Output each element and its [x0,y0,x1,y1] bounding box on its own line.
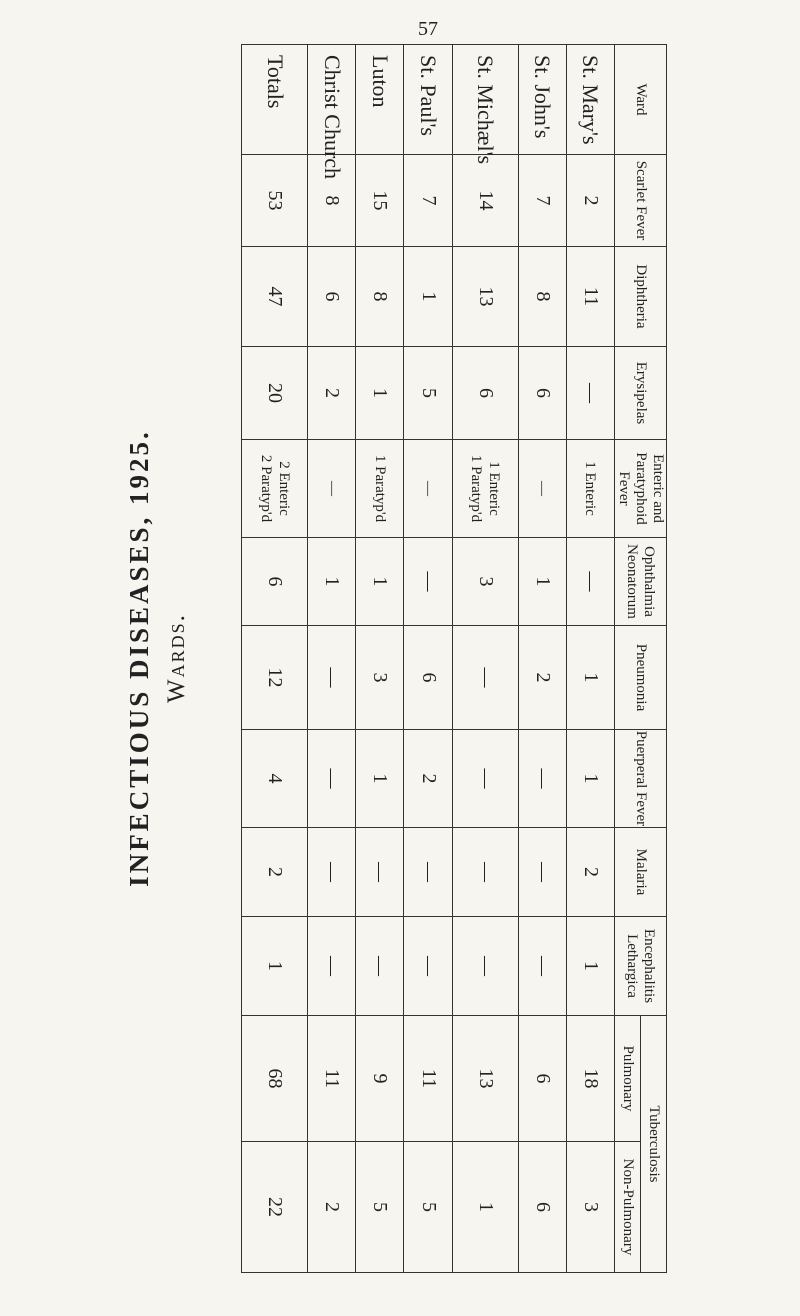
ophthalmia-cell: 6 [242,538,308,626]
malaria-cell: — [356,828,404,917]
scarlet-cell: 15 [356,155,404,247]
pneumonia-cell: — [452,626,518,730]
page-subtitle: Wards. [163,613,190,703]
scarlet-cell: 53 [242,155,308,247]
ward-name-cell: St. Michæl's [452,45,518,155]
tb-pulmonary-cell: 6 [518,1016,566,1142]
enteric-cell [356,440,404,538]
enteric-line: 1 Paratyp'd [468,454,485,523]
ophthalmia-cell: — [404,538,452,626]
enteric-cell [566,440,614,538]
diphtheria-cell: 11 [566,247,614,347]
enteric-line: 1 Paratyp'd [371,454,388,523]
scarlet-cell: 14 [452,155,518,247]
puerperal-cell: — [452,730,518,828]
puerperal-cell: 1 [566,730,614,828]
table-row [452,45,518,1273]
encephalitis-cell: — [356,917,404,1016]
page-number: 57 [418,18,438,40]
encephalitis-cell: 1 [566,917,614,1016]
enteric-cell [308,440,356,538]
tb-non-pulmonary-cell: 5 [356,1142,404,1273]
tb-pulmonary-cell: 68 [242,1016,308,1142]
table-row [242,45,308,1273]
tb-non-pulmonary-cell: 22 [242,1142,308,1273]
tb-pulmonary-cell: 11 [308,1016,356,1142]
erysipelas-cell: 1 [356,347,404,440]
table-row [308,45,356,1273]
header-pneumonia: Pneumonia [615,626,667,730]
tb-non-pulmonary-cell: 3 [566,1142,614,1273]
header-ophthalmia: Ophthalmia Neonatorum [615,538,667,626]
enteric-cell [242,440,308,538]
pneumonia-cell: 2 [518,626,566,730]
infectious-diseases-table [241,44,667,1273]
erysipelas-cell: 2 [308,347,356,440]
tb-pulmonary-cell: 13 [452,1016,518,1142]
page-title: INFECTIOUS DISEASES, 1925. [124,429,154,887]
ophthalmia-cell: 1 [308,538,356,626]
encephalitis-cell: — [404,917,452,1016]
header-tuberculosis: Tuberculosis [641,1016,667,1273]
header-erysipelas: Erysipelas [615,347,667,440]
enteric-line: 2 Enteric [275,461,292,516]
tb-non-pulmonary-cell: 2 [308,1142,356,1273]
puerperal-cell: 1 [356,730,404,828]
puerperal-cell: — [308,730,356,828]
tb-non-pulmonary-cell: 5 [404,1142,452,1273]
enteric-line: 1 Enteric [582,461,599,516]
malaria-cell: 2 [242,828,308,917]
diphtheria-cell: 8 [518,247,566,347]
erysipelas-cell: 6 [452,347,518,440]
encephalitis-cell: 1 [242,917,308,1016]
diphtheria-cell: 1 [404,247,452,347]
erysipelas-cell: — [566,347,614,440]
ophthalmia-cell: 1 [518,538,566,626]
enteric-line: — [420,481,437,496]
ward-name-cell: Totals [242,45,308,155]
erysipelas-cell: 6 [518,347,566,440]
malaria-cell: — [518,828,566,917]
puerperal-cell: 4 [242,730,308,828]
ward-name-cell: St. Mary's [566,45,614,155]
table-container [257,44,667,1272]
diphtheria-cell: 47 [242,247,308,347]
tb-pulmonary-cell: 11 [404,1016,452,1142]
diphtheria-cell: 8 [356,247,404,347]
enteric-line: — [323,481,340,496]
table-row [566,45,614,1273]
enteric-line: 1 Enteric [486,461,503,516]
pneumonia-cell: 3 [356,626,404,730]
pneumonia-cell: 6 [404,626,452,730]
tb-pulmonary-cell: 9 [356,1016,404,1142]
malaria-cell: — [404,828,452,917]
header-enteric: Enteric and Paratyphoid Fever [615,440,667,538]
enteric-line: 2 Paratyp'd [257,454,274,523]
enteric-cell [452,440,518,538]
scarlet-cell: 8 [308,155,356,247]
ward-name-cell: St. John's [518,45,566,155]
header-puerperal: Puerperal Fever [615,730,667,828]
malaria-cell: — [452,828,518,917]
scarlet-cell: 2 [566,155,614,247]
header-ward: Ward [615,45,667,155]
pneumonia-cell: 12 [242,626,308,730]
pneumonia-cell: — [308,626,356,730]
header-tb-pulmonary: Pulmonary [615,1016,641,1142]
tb-non-pulmonary-cell: 6 [518,1142,566,1273]
puerperal-cell: 2 [404,730,452,828]
header-diphtheria: Diphtheria [615,247,667,347]
pneumonia-cell: 1 [566,626,614,730]
tb-non-pulmonary-cell: 1 [452,1142,518,1273]
enteric-line: — [534,481,551,496]
enteric-cell [404,440,452,538]
table-row [518,45,566,1273]
title-block [110,0,220,1316]
encephalitis-cell: — [308,917,356,1016]
header-scarlet-fever: Scarlet Fever [615,155,667,247]
encephalitis-cell: — [452,917,518,1016]
table-row [404,45,452,1273]
ward-name-cell: Christ Church [308,45,356,155]
ophthalmia-cell: 3 [452,538,518,626]
ward-name-cell: Luton [356,45,404,155]
erysipelas-cell: 5 [404,347,452,440]
ward-name-cell: St. Paul's [404,45,452,155]
diphtheria-cell: 6 [308,247,356,347]
scarlet-cell: 7 [404,155,452,247]
tb-pulmonary-cell: 18 [566,1016,614,1142]
enteric-cell [518,440,566,538]
ophthalmia-cell: — [566,538,614,626]
table-body [242,45,615,1273]
malaria-cell: — [308,828,356,917]
header-encephalitis: Encephalitis Lethargica [615,917,667,1016]
header-malaria: Malaria [615,828,667,917]
diphtheria-cell: 13 [452,247,518,347]
malaria-cell: 2 [566,828,614,917]
erysipelas-cell: 20 [242,347,308,440]
scarlet-cell: 7 [518,155,566,247]
encephalitis-cell: — [518,917,566,1016]
ophthalmia-cell: 1 [356,538,404,626]
header-tb-non-pulmonary: Non-Pulmonary [615,1142,641,1273]
table-row [356,45,404,1273]
puerperal-cell: — [518,730,566,828]
